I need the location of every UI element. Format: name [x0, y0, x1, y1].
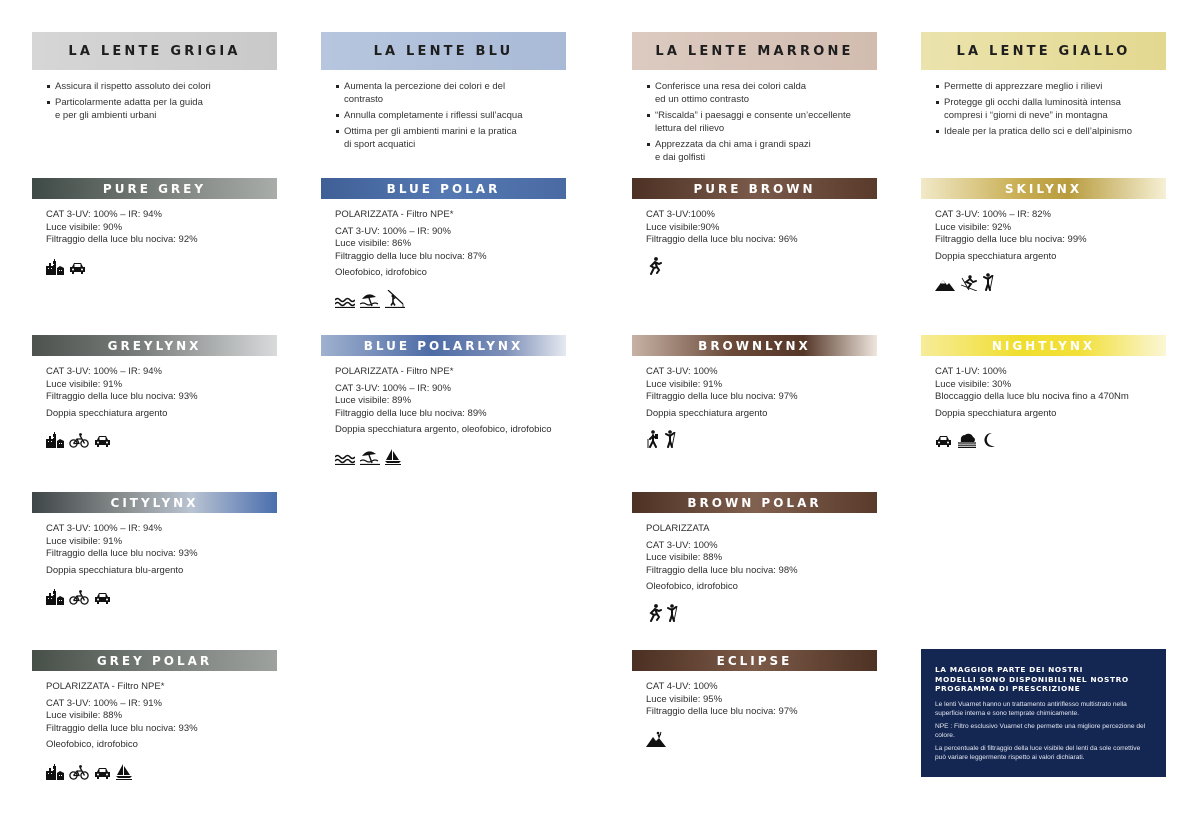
- activity-icons: [46, 587, 281, 605]
- activity-icons: [335, 447, 580, 465]
- lens-specs-grey-polar: [46, 681, 281, 780]
- header-blue-title: LA LENTE BLU: [373, 43, 514, 59]
- lens-name: PURE BROWN: [693, 181, 816, 196]
- lens-bar-greylynx: [32, 335, 277, 356]
- lens-bar-eclipse: [632, 650, 877, 671]
- fishing-icon: [385, 290, 405, 308]
- header-yellow-title: LA LENTE GIALLO: [956, 43, 1131, 59]
- lens-specs-pure-grey: [46, 209, 281, 275]
- moon-icon: [982, 432, 996, 448]
- lens-bar-blue-polar: [321, 178, 566, 199]
- spec-text: POLARIZZATA - Filtro NPE*: [46, 681, 165, 692]
- activity-icons: [46, 257, 281, 275]
- golfer-icon: [667, 604, 679, 622]
- runner-icon: [646, 604, 662, 622]
- car-icon: [935, 435, 952, 448]
- beach-umbrella-icon: [360, 449, 380, 465]
- lens-specs-eclipse: [646, 681, 881, 747]
- spec-text: CAT 3-UV: 100% – IR: 90% Luce visibile: 86% Filtraggio della luce blu nociva: 87%: [335, 225, 487, 262]
- bicycle-icon: [69, 765, 89, 780]
- lens-name: GREYLYNX: [107, 338, 202, 353]
- activity-icons: [46, 430, 281, 448]
- car-icon: [94, 592, 111, 605]
- info-paragraph: La percentuale di filtraggio della luce visibile del lenti da sole correttive può variare leggermente rispetto ai valori dichiarati.: [935, 744, 1141, 761]
- activity-icons: [935, 430, 1170, 448]
- lens-name: CITYLYNX: [110, 495, 199, 510]
- lens-name: ECLIPSE: [716, 653, 793, 668]
- car-icon: [69, 262, 86, 275]
- lens-specs-citylynx: [46, 523, 281, 605]
- bullet: Ideale per la pratica dello sci e dell’alpinismo: [936, 125, 1151, 138]
- sailboat-icon: [116, 764, 132, 780]
- header-brown-lens: [632, 32, 877, 70]
- lens-name: PURE GREY: [102, 181, 207, 196]
- activity-icons: [335, 290, 570, 308]
- spec-text: CAT 3-UV: 100% – IR: 82% Luce visibile: 92% Filtraggio della luce blu nociva: 99%: [935, 209, 1087, 246]
- activity-icons: [646, 729, 881, 747]
- city-icon: [46, 432, 64, 448]
- grey-lens-bullets: [47, 80, 267, 125]
- spec-text: Doppia specchiatura argento: [46, 407, 168, 419]
- sailboat-icon: [385, 449, 401, 465]
- lens-bar-citylynx: [32, 492, 277, 513]
- lens-specs-greylynx: [46, 366, 281, 448]
- lens-specs-blue-polarlynx: [335, 366, 580, 465]
- spec-text: CAT 3-UV: 100% – IR: 94% Luce visibile: 91% Filtraggio della luce blu nociva: 93%: [46, 366, 198, 403]
- activity-icons: [46, 762, 281, 780]
- activity-icons: [935, 273, 1170, 291]
- spec-text: CAT 3-UV: 100% Luce visibile: 91% Filtraggio della luce blu nociva: 97%: [646, 366, 798, 403]
- beach-umbrella-icon: [360, 292, 380, 308]
- lens-bar-pure-grey: [32, 178, 277, 199]
- spec-text: CAT 3-UV: 100% – IR: 94% Luce visibile: 91% Filtraggio della luce blu nociva: 93%: [46, 523, 198, 560]
- fog-icon: [957, 432, 977, 448]
- blue-lens-bullets: [336, 80, 546, 154]
- spec-text: CAT 3-UV:100% Luce visibile:90% Filtraggio della luce blu nociva: 96%: [646, 209, 798, 246]
- lens-specs-brown-polar: [646, 523, 881, 622]
- spec-text: Oleofobico, idrofobico: [646, 581, 738, 593]
- activity-icons: [646, 257, 881, 275]
- lens-specs-blue-polar: [335, 209, 570, 308]
- skier-icon: [960, 275, 978, 291]
- header-grey-lens: [32, 32, 277, 70]
- info-title: LA MAGGIOR PARTE DEI NOSTRI MODELLI SONO DISPONIBILI NEL NOSTRO PROGRAMMA DI PRESCRIZIONE: [935, 665, 1129, 694]
- prescription-info-box: [921, 649, 1166, 777]
- lens-name: BROWN POLAR: [687, 495, 822, 510]
- bullet: Aumenta la percezione dei colori e del contrasto: [336, 80, 546, 106]
- bullet: Annulla completamente i riflessi sull’acqua: [336, 109, 546, 122]
- lens-bar-brown-polar: [632, 492, 877, 513]
- bullet: “Riscalda” i paesaggi e consente un’eccellente lettura del rilievo: [647, 109, 862, 135]
- golfer-icon: [665, 430, 677, 448]
- spec-text: Oleofobico, idrofobico: [335, 267, 427, 279]
- bullet: Assicura il rispetto assoluto dei colori: [47, 80, 267, 93]
- yellow-lens-bullets: [936, 80, 1151, 141]
- activity-icons: [646, 430, 881, 448]
- mountain-climber-icon: [646, 731, 666, 747]
- spec-text: CAT 4-UV: 100% Luce visibile: 95% Filtraggio della luce blu nociva: 97%: [646, 681, 798, 718]
- lens-bar-pure-brown: [632, 178, 877, 199]
- bullet: Particolarmente adatta per la guida e per gli ambienti urbani: [47, 96, 267, 122]
- lens-name: BROWNLYNX: [698, 338, 811, 353]
- lens-name: SKILYNX: [1004, 181, 1083, 196]
- bullet: Permette di apprezzare meglio i rilievi: [936, 80, 1151, 93]
- spec-text: CAT 3-UV: 100% Luce visibile: 88% Filtraggio della luce blu nociva: 98%: [646, 539, 798, 576]
- bullet: Conferisce una resa dei colori calda ed un ottimo contrasto: [647, 80, 862, 106]
- spec-text: Doppia specchiatura argento, oleofobico, idrofobico: [335, 424, 552, 436]
- spec-text: Oleofobico, idrofobico: [46, 739, 138, 751]
- spec-text: CAT 3-UV: 100% – IR: 90% Luce visibile: 89% Filtraggio della luce blu nociva: 89%: [335, 382, 487, 419]
- info-paragraph: NPE : Filtro esclusivo Vuarnet che permette una migliore percezione del colore.: [935, 722, 1146, 739]
- hiker-icon: [646, 430, 660, 448]
- lens-bar-blue-polarlynx: [321, 335, 566, 356]
- header-brown-title: LA LENTE MARRONE: [655, 43, 854, 59]
- car-icon: [94, 435, 111, 448]
- brown-lens-bullets: [647, 80, 862, 167]
- spec-text: CAT 3-UV: 100% – IR: 91% Luce visibile: 88% Filtraggio della luce blu nociva: 93%: [46, 697, 198, 734]
- lens-bar-nightlynx: [921, 335, 1166, 356]
- bicycle-icon: [69, 590, 89, 605]
- lens-bar-skilynx: [921, 178, 1166, 199]
- lens-specs-brownlynx: [646, 366, 881, 448]
- header-blue-lens: [321, 32, 566, 70]
- header-yellow-lens: [921, 32, 1166, 70]
- lens-name: NIGHTLYNX: [991, 338, 1096, 353]
- bullet: Protegge gli occhi dalla luminosità intensa compresi i “giorni di neve” in montagna: [936, 96, 1151, 122]
- spec-text: POLARIZZATA - Filtro NPE*: [335, 209, 454, 220]
- spec-text: POLARIZZATA - Filtro NPE*: [335, 366, 454, 377]
- runner-icon: [646, 257, 662, 275]
- lens-specs-nightlynx: [935, 366, 1170, 448]
- car-icon: [94, 767, 111, 780]
- city-icon: [46, 764, 64, 780]
- bullet: Ottima per gli ambienti marini e la pratica di sport acquatici: [336, 125, 546, 151]
- lens-specs-pure-brown: [646, 209, 881, 275]
- header-grey-title: LA LENTE GRIGIA: [68, 43, 241, 59]
- bicycle-icon: [69, 433, 89, 448]
- lens-bar-brownlynx: [632, 335, 877, 356]
- lens-specs-skilynx: [935, 209, 1170, 291]
- spec-text: CAT 1-UV: 100% Luce visibile: 30% Bloccaggio della luce blu nociva fino a 470Nm: [935, 366, 1129, 403]
- lens-name: BLUE POLARLYNX: [363, 338, 524, 353]
- activity-icons: [646, 604, 881, 622]
- golfer-icon: [983, 273, 995, 291]
- city-icon: [46, 589, 64, 605]
- water-icon: [335, 296, 355, 308]
- spec-text: Doppia specchiatura blu-argento: [46, 564, 184, 576]
- spec-text: Doppia specchiatura argento: [935, 250, 1057, 262]
- spec-text: CAT 3-UV: 100% – IR: 94% Luce visibile: 90% Filtraggio della luce blu nociva: 92%: [46, 209, 198, 246]
- water-icon: [335, 453, 355, 465]
- spec-text: POLARIZZATA: [646, 523, 710, 534]
- lens-bar-grey-polar: [32, 650, 277, 671]
- info-paragraph: Le lenti Vuarnet hanno un trattamento antiriflesso multistrato nella superficie interna e sono temprate chimicamente.: [935, 700, 1127, 717]
- bullet: Apprezzata da chi ama i grandi spazi e dai golfisti: [647, 138, 862, 164]
- spec-text: Doppia specchiatura argento: [646, 407, 768, 419]
- lens-name: BLUE POLAR: [386, 181, 501, 196]
- lens-name: GREY POLAR: [96, 653, 213, 668]
- city-icon: [46, 259, 64, 275]
- spec-text: Doppia specchiatura argento: [935, 407, 1057, 419]
- mountain-icon: [935, 277, 955, 291]
